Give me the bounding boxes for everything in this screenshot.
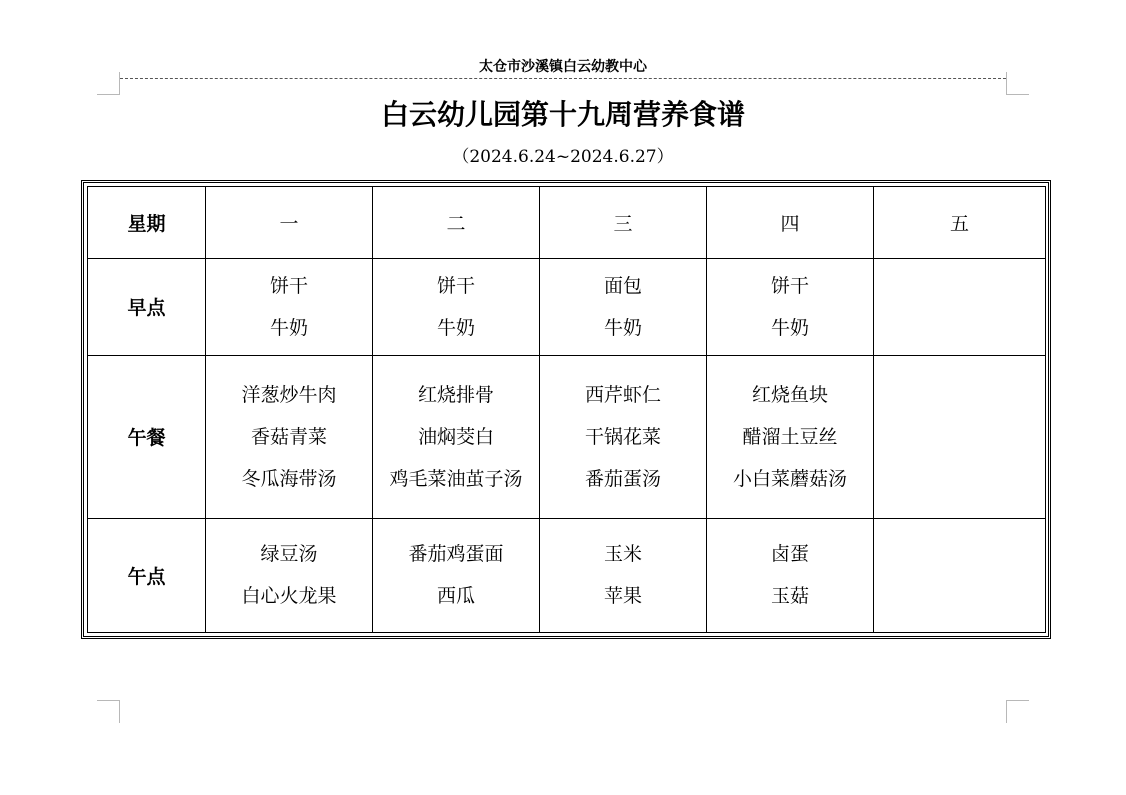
dish-item: 饼干 xyxy=(269,274,308,297)
table-row-afternoon-snack xyxy=(88,518,1046,632)
dish-item: 绿豆汤 xyxy=(260,543,318,566)
day-header-fri: 五 xyxy=(874,187,1046,259)
dish-item: 白心火龙果 xyxy=(241,585,337,608)
document-title: 白云幼儿园第十九周营养食谱 xyxy=(380,98,745,131)
dish-item: 苹果 xyxy=(603,585,642,608)
dish-item: 小白菜蘑菇汤 xyxy=(732,467,847,490)
row-label-breakfast: 早点 xyxy=(88,258,206,355)
page-corner-mark-top-left xyxy=(97,72,120,95)
document-date-range: （2024.6.24~2024.6.27） xyxy=(452,147,674,167)
table-row-breakfast xyxy=(88,258,1046,355)
page-corner-mark-bottom-left xyxy=(97,700,120,723)
header-divider xyxy=(120,78,1006,79)
dish-item: 洋葱炒牛肉 xyxy=(241,383,337,406)
dish-item: 干锅花菜 xyxy=(584,425,661,448)
menu-cell xyxy=(206,518,373,632)
day-header-mon: 一 xyxy=(206,187,373,259)
menu-table xyxy=(87,186,1046,633)
menu-cell xyxy=(373,258,540,355)
menu-cell xyxy=(540,258,707,355)
menu-cell xyxy=(707,258,874,355)
dish-item: 玉菇 xyxy=(770,585,809,608)
dish-item: 饼干 xyxy=(770,274,809,297)
dish-item: 牛奶 xyxy=(269,316,308,339)
dish-item: 卤蛋 xyxy=(770,543,809,566)
dish-item: 牛奶 xyxy=(436,316,475,339)
menu-cell xyxy=(373,355,540,518)
dish-item: 牛奶 xyxy=(603,316,642,339)
menu-cell-empty xyxy=(874,258,1046,355)
dish-item: 香菇青菜 xyxy=(250,425,327,448)
dish-item: 冬瓜海带汤 xyxy=(241,467,337,490)
table-row-lunch xyxy=(88,355,1046,518)
menu-table-frame xyxy=(81,180,1051,639)
dish-item: 醋溜土豆丝 xyxy=(742,425,838,448)
menu-cell xyxy=(373,518,540,632)
dish-item: 番茄蛋汤 xyxy=(584,467,661,490)
page-header: 太仓市沙溪镇白云幼教中心 xyxy=(479,59,647,75)
weekday-header-label: 星期 xyxy=(88,187,206,259)
row-label-lunch: 午餐 xyxy=(88,355,206,518)
row-label-afternoon-snack: 午点 xyxy=(88,518,206,632)
menu-cell xyxy=(540,518,707,632)
dish-item: 红烧鱼块 xyxy=(751,383,828,406)
dish-item: 西芹虾仁 xyxy=(584,383,661,406)
dish-item: 红烧排骨 xyxy=(417,383,494,406)
dish-item: 油焖茭白 xyxy=(417,425,494,448)
menu-cell xyxy=(707,355,874,518)
dish-item: 玉米 xyxy=(603,543,642,566)
day-header-tue: 二 xyxy=(373,187,540,259)
dish-item: 牛奶 xyxy=(770,316,809,339)
day-header-wed: 三 xyxy=(540,187,707,259)
page-corner-mark-top-right xyxy=(1006,72,1029,95)
menu-cell-empty xyxy=(874,518,1046,632)
menu-cell xyxy=(707,518,874,632)
dish-item: 饼干 xyxy=(436,274,475,297)
day-header-thu: 四 xyxy=(707,187,874,259)
table-header-row xyxy=(88,187,1046,259)
menu-cell xyxy=(540,355,707,518)
dish-item: 番茄鸡蛋面 xyxy=(408,543,504,566)
page-corner-mark-bottom-right xyxy=(1006,700,1029,723)
dish-item: 西瓜 xyxy=(436,585,475,608)
dish-item: 鸡毛菜油茧子汤 xyxy=(389,467,523,490)
menu-cell xyxy=(206,258,373,355)
menu-cell-empty xyxy=(874,355,1046,518)
dish-item: 面包 xyxy=(603,274,642,297)
menu-cell xyxy=(206,355,373,518)
